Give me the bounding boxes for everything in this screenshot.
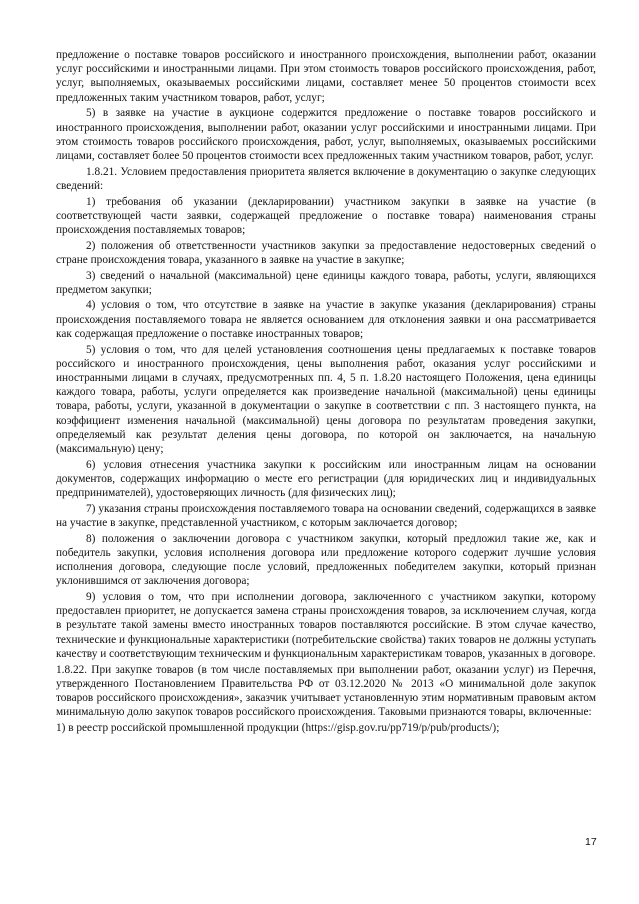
paragraph-1-8-21-item-3: 3) сведений о начальной (максимальной) цене единицы каждого товара, работы, услуги, являющихся предметом закупки;: [56, 269, 596, 296]
paragraph-1-8-22-item-1: 1) в реестр российской промышленной продукции (https://gisp.gov.ru/pp719/p/pub/products/);: [56, 721, 500, 734]
paragraph-item-5: 5) в заявке на участие в аукционе содержится предложение о поставке товаров российского и иностранного происхождения, выполнении работ, оказании услуг российскими и иностранными лицами. При этом стоимость товаров российского происхождения, работ, услуг, выполняемых, оказываемых российскими лицами, составляет более 50 процентов стоимости всех предложенных таким участником товаров, работ, услуг.: [56, 107, 596, 162]
paragraph-1-8-21-item-2: 2) положения об ответственности участников закупки за предоставление недостоверных сведений о стране происхождения товара, указанного в заявке на участие в закупке;: [56, 239, 596, 266]
paragraph-1-8-21-item-8: 8) положения о заключении договора с участником закупки, который предложил такие же, как и победитель закупки, условия исполнения договора или предложение которого содержит лучшие условия исполнения договора, следующие после условий, предложенных победителем закупки, который признан уклонившимся от заключения договора;: [56, 532, 596, 588]
paragraph-1-8-21-item-1: 1) требования об указании (декларировании) участником закупки в заявке на участие (в соответствующей части заявки, содержащей предложение о поставке товара) наименования страны происхождения поставляемых товаров;: [56, 195, 596, 236]
paragraph-1-8-21-item-6: 6) условия отнесения участника закупки к российским или иностранным лицам на основании документов, содержащих информацию о месте его регистрации (для юридических лиц и индивидуальных предпринимателей), удостоверяющих личность (для физических лиц);: [56, 458, 596, 500]
paragraph-1-8-21-item-5: 5) условия о том, что для целей установления соотношения цены предлагаемых к поставке товаров российского и иностранного происхождения, цены выполнения работ, оказания услуг российскими и иностранными лицами в случаях, предусмотренных пп. 4, 5 п. 1.8.20 настоящего Положения, цена единицы каждого товара, работы, услуги определяется как произведение начальной (максимальной) цены единицы товара, работы, услуги, указанной в документации о закупке в соответствии с пп. 3 настоящего пункта, на коэффициент изменения начальной (максимальной) цены договора по результатам проведения закупки, определяемый как результат деления цены договора, по которой он заключается, на начальную (максимальную) цену;: [56, 343, 596, 455]
paragraph-1-8-21-item-7: 7) указания страны происхождения поставляемого товара на основании сведений, содержащихся в заявке на участие в закупке, представленной участником, с которым заключается договор;: [56, 502, 596, 529]
page-number: 17: [585, 836, 597, 848]
paragraph-section-1-8-22: 1.8.22. При закупке товаров (в том числе поставляемых при выполнении работ, оказании услуг) из Перечня, утвержденного Постановлением Правительства РФ от 03.12.2020 № 2013 «О минимальной доле закупок товаров российского происхождения», заказчик учитывает установленную этим нормативным правовым актом минимальную долю закупок товаров российского происхождения. Таковыми признаются товары, включенные:: [56, 663, 596, 719]
paragraph-section-1-8-21: 1.8.21. Условием предоставления приоритета является включение в документацию о закупке следующих сведений:: [56, 165, 596, 192]
paragraph-1-8-21-item-9: 9) условия о том, что при исполнении договора, заключенного с участником закупки, которому предоставлен приоритет, не допускается замена страны происхождения товаров, за исключением случая, когда в результате такой замены вместо иностранных товаров поставляются российские. В этом случае качество, технические и функциональные характеристики (потребительские свойства) таких товаров не должны уступать качеству и соответствующим техническим и функциональным характеристикам товаров, указанных в договоре.: [56, 591, 596, 660]
document-page: [56, 48, 596, 737]
paragraph-1-8-21-item-4: 4) условия о том, что отсутствие в заявке на участие в закупке указания (декларирования) страны происхождения поставляемого товара не является основанием для отклонения заявки и она рассматривается как содержащая предложение о поставке иностранных товаров;: [56, 299, 596, 340]
paragraph-continuation: предложение о поставке товаров российского и иностранного происхождения, выполнении работ, оказании услуг российскими и иностранными лицами. При этом стоимость товаров российского происхождения, работ, услуг, выполняемых, оказываемых российскими лицами, составляет менее 50 процентов стоимости всех предложенных таким участником товаров, работ, услуг;: [56, 49, 596, 104]
